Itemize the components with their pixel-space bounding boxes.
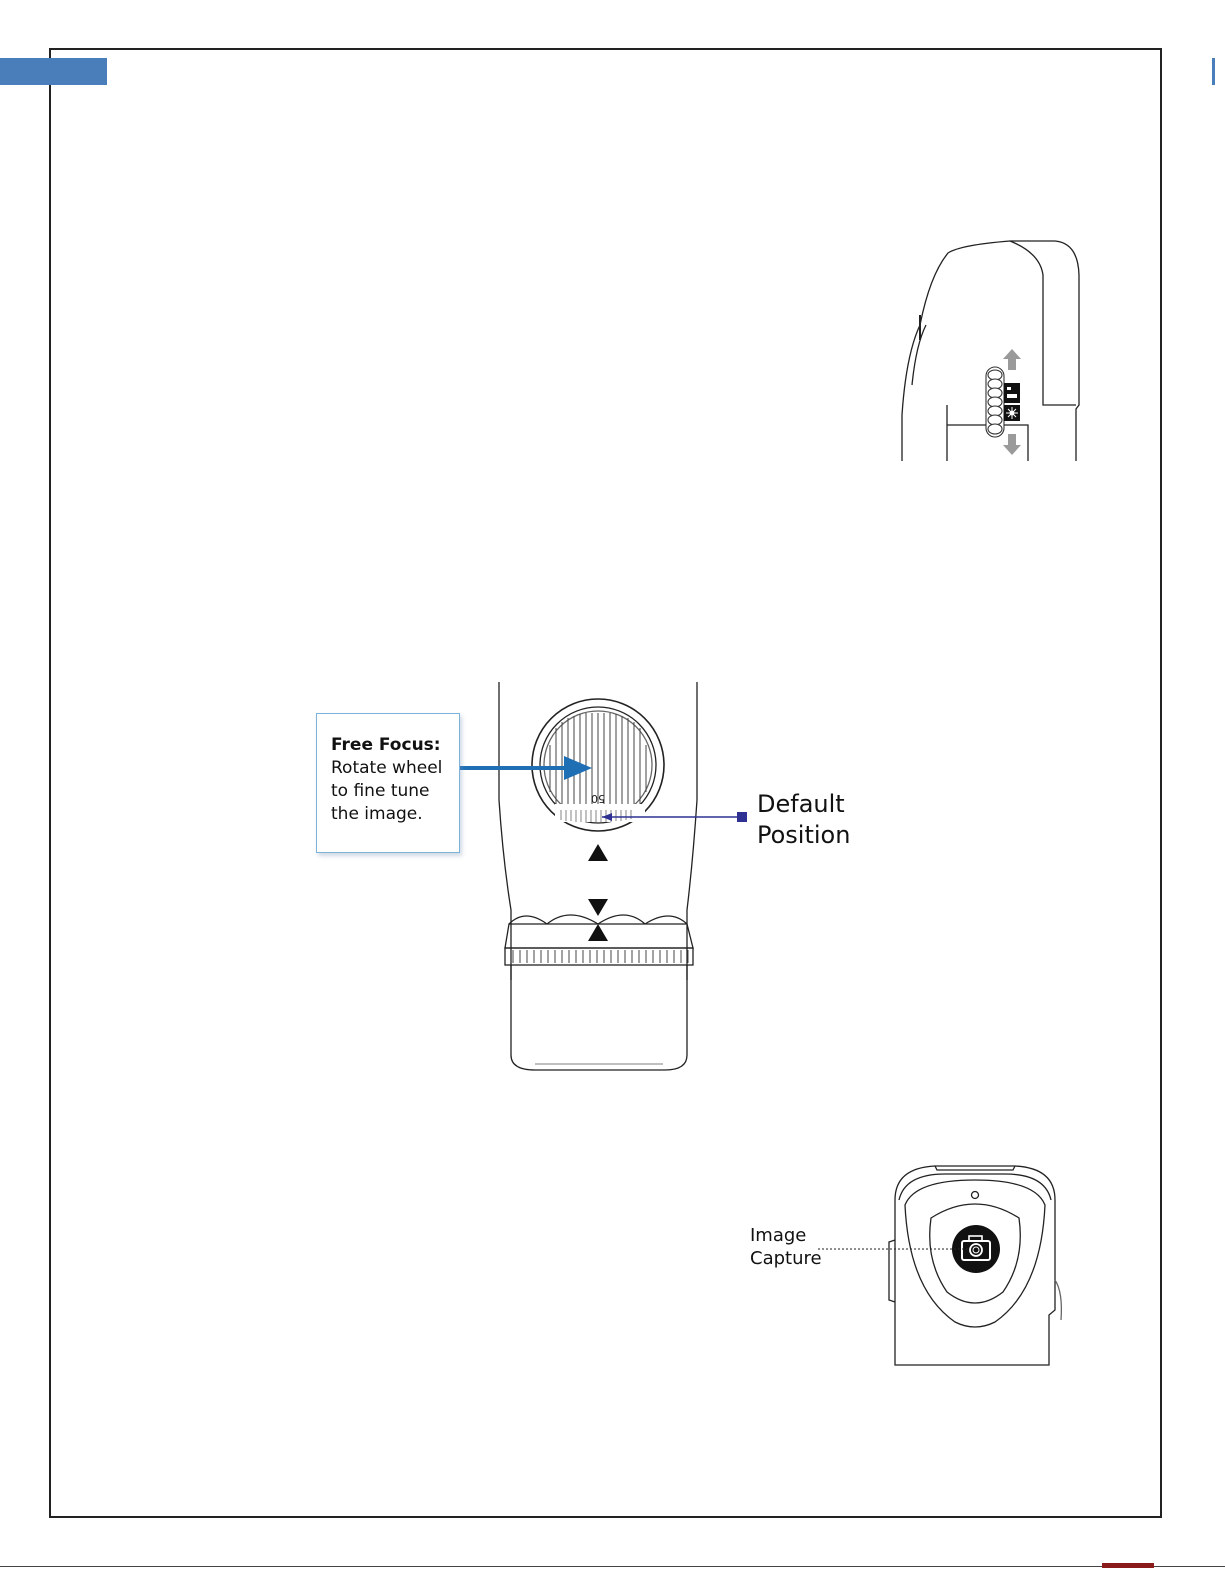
alignment-arrow-up-lower-icon (588, 924, 608, 941)
dial-wheel (986, 367, 1004, 437)
footer-mark (1102, 1563, 1154, 1568)
focus-dial-number: 50 (591, 792, 605, 805)
callout-title: Free Focus: (331, 735, 441, 755)
arrow-up-icon (1003, 349, 1021, 370)
brightness-icon (1004, 383, 1020, 421)
footer-rule (0, 1566, 1225, 1567)
rotate-arrow-icon (446, 756, 592, 780)
led-dial-figure (890, 235, 1090, 467)
default-position-label: Default Position (757, 790, 851, 849)
callout-body: Rotate wheel to fine tune the image. (331, 758, 443, 824)
image-capture-label: Image Capture (750, 1225, 822, 1269)
alignment-arrow-up-icon (588, 844, 608, 861)
focus-callout-connectors (440, 750, 760, 835)
alignment-arrow-down-icon (588, 899, 608, 916)
capture-button-figure (885, 1160, 1065, 1370)
default-position-pointer (602, 812, 747, 822)
capture-leader-line (818, 1244, 970, 1254)
focus-wheel-figure (495, 680, 705, 1075)
arrow-down-icon (1003, 434, 1021, 455)
header-tab (0, 58, 107, 85)
next-page-edge-tab (1209, 58, 1225, 85)
free-focus-callout (316, 713, 460, 853)
